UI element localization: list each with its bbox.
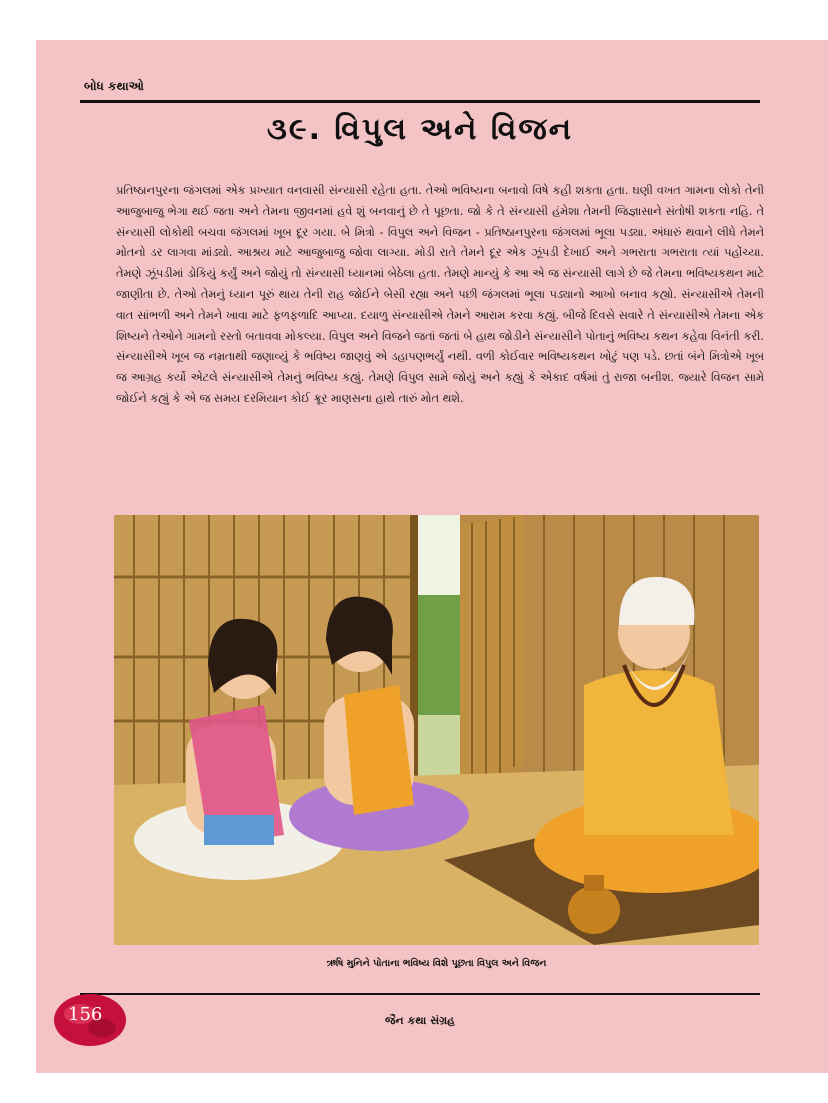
page-number: 156 (68, 1004, 103, 1025)
story-title: ૩૯. વિપુલ અને વિજન (266, 112, 574, 147)
story-paragraph: પ્રતિષ્ઠાનપુરના જંગલમાં એક પ્રખ્યાત વનવાસી સંન્યાસી રહેતા હતા. તેઓ ભવિષ્યના બનાવો વિષે કહી શકતા હતા. ઘણી વખત ગામના લોકો તેની આજુબાજુ ભેગા થઈ જતા અને તેમના જીવનમાં હવે શું બનવાનું છે તે પૂછતા. જો કે તે સંન્યાસી હંમેશા તેમની જિજ્ઞાસાને સંતોષી શકતા નહિ. તે સંન્યાસી લોકોથી બચવા જંગલમાં ખૂબ દૂર ગયા. બે મિત્રો - વિપુલ અને વિજન - પ્રતિષ્ઠાનપુરના જંગલમાં ભૂલા પડ્યા. અંધારું થવાને લીધે તેમને મોતનો ડર લાગવા માંડ્યો. આશ્રય માટે આજુબાજુ જોવા લાગ્યા. મોડી રાતે તેમને દૂર એક ઝૂંપડી દેખાઈ અને ગભરાતા ગભરાતા ત્યાં પહોંચ્યા. તેમણે ઝૂંપડીમાં ડોકિયું કર્યું અને જોયું તો સંન્યાસી ધ્યાનમાં બેઠેલા હતા. તેમણે માન્યું કે આ એ જ સંન્યાસી લાગે છે જે તેમના ભવિષ્યકથન માટે જાણીતા છે. તેઓ તેમનું ધ્યાન પૂરું થાય તેની રાહ જોઈને બેસી રહ્યા અને પછી જંગલમાં ભૂલા પડ્યાનો આખો બનાવ કહ્યો. સંન્યાસીએ તેમની વાત સાંભળી અને તેમને ખાવા માટે ફળફળાદિ આપ્યા. દયાળુ સંન્યાસીએ તેમને આરામ કરવા કહ્યું. બીજે દિવસે સવારે તે સંન્યાસીએ તેમના એક શિષ્યને તેઓને ગામનો રસ્તો બતાવવા મોકલ્યા. વિપુલ અને વિજને જતાં જતાં બે હાથ જોડીને સંન્યાસીને પોતાનું ભવિષ્ય કથન કહેવા વિનંતી કરી. સંન્યાસીએ ખૂબ જ નમ્રતાથી જણાવ્યું કે ભવિષ્ય જાણવું એ ડહાપણભર્યું નથી. વળી કોઈવાર ભવિષ્યકથન ખોટું પણ પડે. છતાં બંને મિત્રોએ ખૂબ જ આગ્રહ કર્યો એટલે સંન્યાસીએ તેમનું ભવિષ્ય કહ્યું. તેમણે વિપુલ સામે જોયું અને કહ્યું કે એકાદ વર્ષમાં તું રાજા બનીશ. જ્યારે વિજન સામે જોઈને કહ્યું કે એ જ સમય દરમિયાન કોઈ ક્રૂર માણસના હાથે તારું મોત થશે. (116, 184, 765, 405)
illustration-caption: ઋષિ મુનિને પોતાના ભવિષ્ય વિશે પૂછતા વિપુલ અને વિજન (326, 958, 547, 969)
footer-rule (80, 993, 760, 995)
book-title: જૈન કથા સંગ્રહ (385, 1014, 455, 1027)
story-illustration (114, 515, 759, 945)
header-rule (80, 100, 760, 103)
section-label: બોધ કથાઓ (84, 79, 144, 93)
